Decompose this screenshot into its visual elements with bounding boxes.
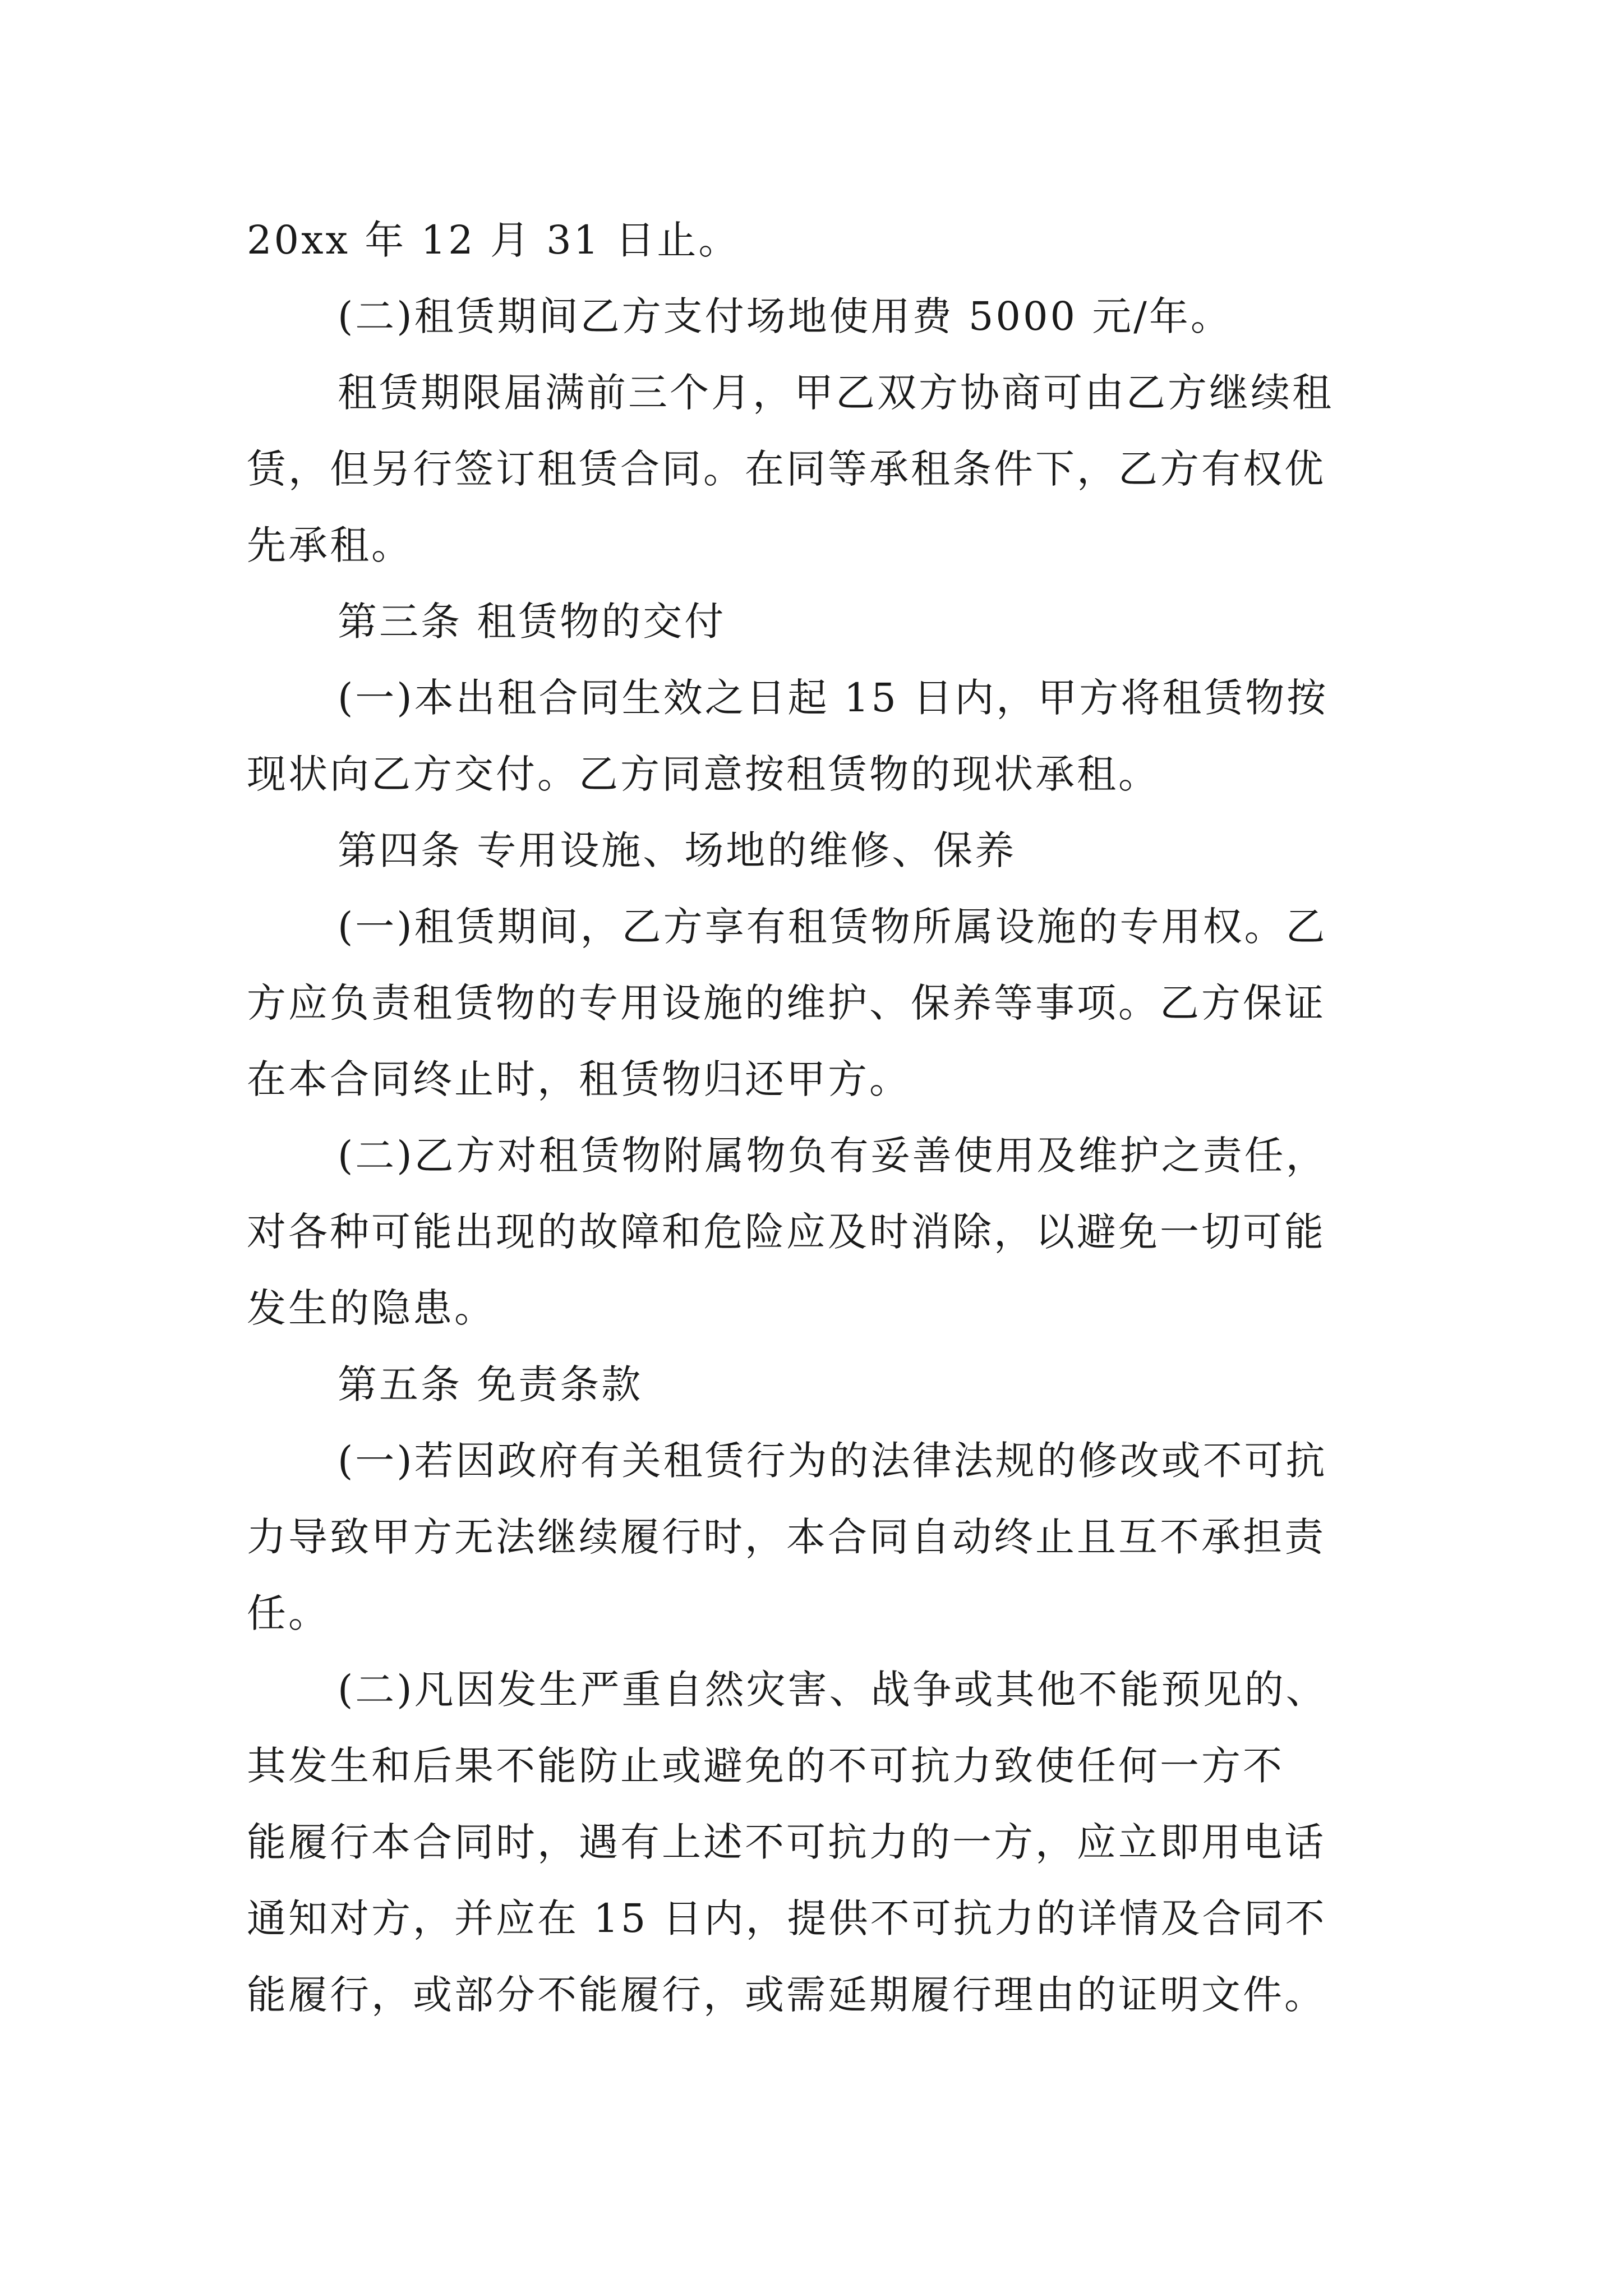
text-line: (一)若因政府有关租赁行为的法律法规的修改或不可抗 <box>338 1438 1327 1484</box>
text-line: 先承租。 <box>247 522 413 568</box>
section-heading: 第四条 专用设施、场地的维修、保养 <box>338 827 1017 873</box>
section-heading: 第五条 免责条款 <box>338 1361 643 1407</box>
text-line: 对各种可能出现的故障和危险应及时消除，以避免一切可能 <box>247 1209 1326 1255</box>
text-line: (一)本出租合同生效之日起 15 日内，甲方将租赁物按 <box>338 675 1329 721</box>
text-line: 20xx 年 12 月 31 日止。 <box>247 217 740 263</box>
text-line: 赁，但另行签订租赁合同。在同等承租条件下，乙方有权优 <box>247 446 1326 492</box>
text-line: 能履行本合同时，遇有上述不可抗力的一方，应立即用电话 <box>247 1819 1326 1865</box>
text-line: 现状向乙方交付。乙方同意按租赁物的现状承租。 <box>247 751 1160 797</box>
text-line: (二)凡因发生严重自然灾害、战争或其他不能预见的、 <box>338 1667 1327 1713</box>
text-line: 发生的隐患。 <box>247 1285 496 1331</box>
text-line: 能履行，或部分不能履行，或需延期履行理由的证明文件。 <box>247 1972 1326 2018</box>
text-line: (二)乙方对租赁物附属物负有妥善使用及维护之责任， <box>338 1133 1327 1179</box>
text-line: 任。 <box>247 1590 330 1636</box>
text-line: 在本合同终止时，租赁物归还甲方。 <box>247 1056 911 1102</box>
text-line: (一)租赁期间，乙方享有租赁物所属设施的专用权。乙 <box>338 904 1327 950</box>
text-line: 租赁期限届满前三个月，甲乙双方协商可由乙方继续租 <box>338 370 1334 416</box>
text-line: 其发生和后果不能防止或避免的不可抗力致使任何一方不 <box>247 1743 1284 1789</box>
section-heading: 第三条 租赁物的交付 <box>338 599 726 645</box>
document-body <box>247 202 1385 2033</box>
text-line: (二)租赁期间乙方支付场地使用费 5000 元/年。 <box>338 293 1232 339</box>
text-line: 方应负责租赁物的专用设施的维护、保养等事项。乙方保证 <box>247 980 1326 1026</box>
text-line: 通知对方，并应在 15 日内，提供不可抗力的详情及合同不 <box>247 1895 1327 1941</box>
text-line: 力导致甲方无法继续履行时，本合同自动终止且互不承担责 <box>247 1514 1326 1560</box>
